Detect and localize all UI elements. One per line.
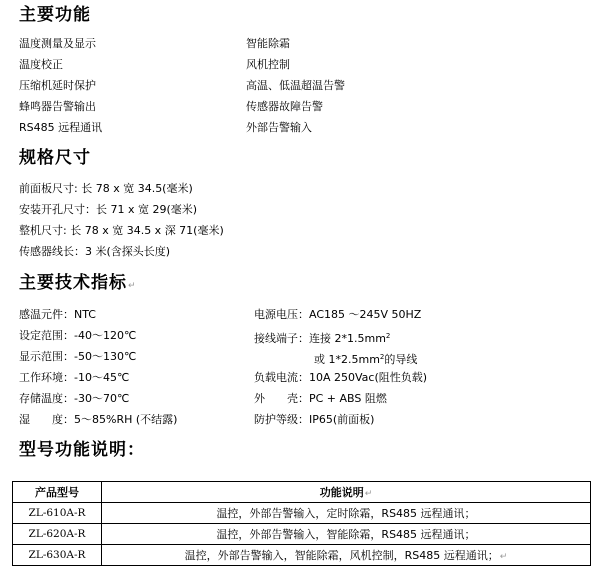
table-row [13,524,591,545]
spec-line: 前面板尺寸: 长 78 x 宽 34.5(毫米) [19,182,193,195]
tech-spec [254,329,390,346]
tech-spec: 存储温度：-30～70℃ [19,392,130,405]
feature-item: 智能除霜 [246,37,290,50]
tech-spec: 电源电压：AC185 ～245V 50HZ [254,308,422,321]
tech-spec: 外 壳：PC + ABS 阻燃 [254,392,387,405]
tech-spec: 感温元件：NTC [19,308,96,321]
model-table [12,481,591,566]
model-cell: ZL-630A-R [13,545,102,566]
feature-item: 高温、低温超温告警 [246,79,345,92]
table-row [13,503,591,524]
superscript: 2 [379,353,385,361]
tech-heading-text: 主要技术指标 [19,273,127,293]
function-text: 温控，外部告警输入，智能除霜，风机控制，RS485 远程通讯； [184,549,499,562]
paragraph-mark: ↵ [499,552,508,562]
terminal-text: 接线端子：连接 2*1.5mm [254,332,386,345]
feature-item: RS485 远程通讯 [19,121,103,134]
feature-item: 风机控制 [246,58,290,71]
terminal-text: 或 1*2.5mm [314,353,380,366]
tech-heading [19,273,137,296]
feature-item: 温度测量及显示 [19,37,96,50]
column-header-function [102,482,591,503]
model-cell: ZL-610A-R [13,503,102,524]
feature-item: 外部告警输入 [246,121,312,134]
tech-spec: 湿 度：5～85%RH (不结露) [19,413,178,426]
header-text: 功能说明 [319,486,364,499]
table-header-row [13,482,591,503]
function-cell: 温控，外部告警输入，定时除霜，RS485 远程通讯； [102,503,591,524]
spec-line: 传感器线长：3 米(含探头长度) [19,245,171,258]
specs-heading: 规格尺寸 [19,148,91,168]
tech-spec: 设定范围：-40～120℃ [19,329,137,342]
tech-spec: 显示范围：-50～130℃ [19,350,137,363]
feature-item: 传感器故障告警 [246,100,323,113]
function-cell: 温控，外部告警输入，智能除霜，RS485 远程通讯； [102,524,591,545]
superscript: 2 [385,332,391,340]
terminal-text: 的导线 [384,353,418,366]
feature-item: 蜂鸣器告警输出 [19,100,96,113]
feature-item: 温度校正 [19,58,63,71]
tech-spec [314,350,417,367]
tech-spec: 防护等级：IP65(前面板) [254,413,375,426]
paragraph-mark: ↵ [364,489,373,499]
table-row [13,545,591,566]
tech-spec: 负载电流：10A 250Vac(阻性负载) [254,371,428,384]
paragraph-mark: ↵ [128,281,137,291]
model-cell: ZL-620A-R [13,524,102,545]
feature-item: 压缩机延时保护 [19,79,96,92]
main-functions-heading: 主要功能 [19,5,91,25]
tech-spec: 工作环境：-10～45℃ [19,371,130,384]
models-heading: 型号功能说明： [19,440,145,460]
column-header-model: 产品型号 [13,482,102,503]
function-cell [102,545,591,566]
spec-line: 安装开孔尺寸：长 71 x 宽 29(毫米) [19,203,198,216]
spec-line: 整机尺寸: 长 78 x 宽 34.5 x 深 71(毫米) [19,224,224,237]
